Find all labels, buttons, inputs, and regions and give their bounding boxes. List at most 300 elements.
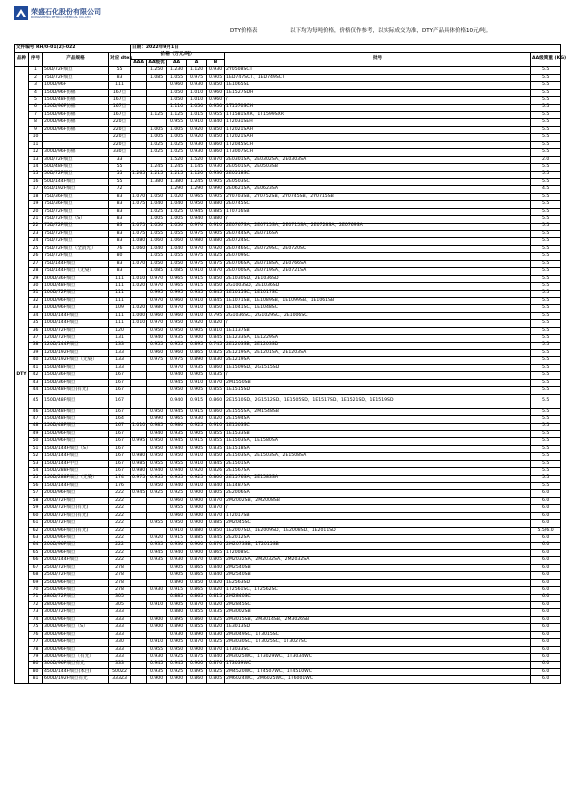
price-b: 0.840 xyxy=(207,119,225,126)
row-number: 58 xyxy=(29,497,43,504)
price-aa: 1.055 xyxy=(167,253,187,260)
spec-dtex: 167 xyxy=(109,430,131,437)
price-a: 0.910 xyxy=(187,268,207,275)
table-row xyxy=(15,216,561,223)
price-a: 0.905 xyxy=(187,430,207,437)
price-aa: 0.950 xyxy=(167,646,187,653)
tube-weight: 5.5 xyxy=(531,312,561,319)
price-aa: 0.960 xyxy=(167,497,187,504)
price-aaa xyxy=(131,602,147,609)
price-aaa xyxy=(131,557,147,564)
spec-dtex: 133 xyxy=(109,350,131,357)
batch-codes: 2M2540SB xyxy=(225,564,531,571)
product-name: 150D/144F中旦 xyxy=(43,460,109,467)
table-row xyxy=(15,445,561,452)
price-aaa xyxy=(131,134,147,141)
row-number: 76 xyxy=(29,631,43,638)
product-name: 200D/72F细旦 xyxy=(43,520,109,527)
price-aa: 1.040 xyxy=(167,201,187,208)
price-b: 0.850 xyxy=(207,305,225,312)
price-a: 0.910 xyxy=(187,460,207,467)
price-aaa-ok: 0.955 xyxy=(147,342,167,349)
price-b: 0.795 xyxy=(207,312,225,319)
table-row xyxy=(15,290,561,297)
tube-weight: 4.5 xyxy=(531,186,561,193)
row-number: 55 xyxy=(29,475,43,482)
price-b: 0.860 xyxy=(207,364,225,371)
price-aa: 0.905 xyxy=(167,564,187,571)
product-name: 50D/72F细旦 xyxy=(43,171,109,178)
table-row xyxy=(15,149,561,156)
price-b: 0.860 xyxy=(207,408,225,415)
batch-codes: 2M3030SC、1T3025SC、1T3027SC xyxy=(225,639,531,646)
price-a: 0.855 xyxy=(187,609,207,616)
price-aaa-ok: 1.040 xyxy=(147,201,167,208)
tube-weight: 6.0 xyxy=(531,587,561,594)
tube-weight: 5.5 xyxy=(531,67,561,74)
price-a: 0.865 xyxy=(187,564,207,571)
price-aaa xyxy=(131,542,147,549)
spec-dtex: 167旦 xyxy=(109,112,131,119)
tube-weight: 6.0 xyxy=(531,520,561,527)
price-b: 0.855 xyxy=(207,438,225,445)
price-b: 0.855 xyxy=(207,430,225,437)
spec-dtex: 167旦 xyxy=(109,97,131,104)
price-a: 0.900 xyxy=(187,661,207,668)
table-row xyxy=(15,364,561,371)
price-aaa-ok: 0.970 xyxy=(147,275,167,282)
batch-codes: 1T0716SB xyxy=(225,208,531,215)
price-a: 0.910 xyxy=(187,297,207,304)
spec-dtex: 222 xyxy=(109,549,131,556)
batch-codes: 2E1555SA、2M1548SB xyxy=(225,408,531,415)
product-name: 300D/96F细旦 xyxy=(43,639,109,646)
price-a: 0.920 xyxy=(187,134,207,141)
price-b: 0.850 xyxy=(207,283,225,290)
batch-codes: 2E1030SD、2E1036SD xyxy=(225,275,531,282)
price-aa: 0.925 xyxy=(167,654,187,661)
meta-row xyxy=(15,45,561,53)
tube-weight: 6.0 xyxy=(531,542,561,549)
price-aaa xyxy=(131,676,147,683)
product-name: 150D/96F细旦 xyxy=(43,430,109,437)
batch-codes: 1ED747SCT、1ED749SCT xyxy=(225,74,531,81)
table-row xyxy=(15,520,561,527)
price-aa: 0.940 xyxy=(167,549,187,556)
spec-dtex: 167 xyxy=(109,445,131,452)
price-b: 0.825 xyxy=(207,668,225,675)
price-b: 0.860 xyxy=(207,149,225,156)
row-number: 3 xyxy=(29,82,43,89)
price-aaa-ok xyxy=(147,364,167,371)
row-number: 74 xyxy=(29,616,43,623)
price-a: 0.925 xyxy=(187,475,207,482)
product-name: 250D/72F细旦 xyxy=(43,564,109,571)
price-aaa xyxy=(131,639,147,646)
product-name: 75D/36F细旦 xyxy=(43,201,109,208)
row-number: 78 xyxy=(29,646,43,653)
spec-dtex: 333Z3 xyxy=(109,676,131,683)
tube-weight: 5.5 xyxy=(531,423,561,430)
product-name: 100D/144F细旦 xyxy=(43,312,109,319)
spec-dtex: 133 xyxy=(109,357,131,364)
table-row xyxy=(15,587,561,594)
price-aaa-ok: 0.935 xyxy=(147,542,167,549)
price-b: 0.835 xyxy=(207,445,225,452)
tube-weight: 5.5 xyxy=(531,104,561,111)
row-number: 81 xyxy=(29,676,43,683)
price-a: 1.010 xyxy=(187,89,207,96)
row-number: 10 xyxy=(29,134,43,141)
price-aaa-ok xyxy=(147,564,167,571)
price-aaa xyxy=(131,394,147,408)
price-aaa-ok: 0.900 xyxy=(147,624,167,631)
row-number: 57 xyxy=(29,490,43,497)
price-a: 0.915 xyxy=(187,394,207,408)
company-name: 荣盛石化股份有限公司 xyxy=(31,8,101,16)
price-aaa-ok: 0.960 xyxy=(147,312,167,319)
price-a: 0.915 xyxy=(187,275,207,282)
tube-weight: 5.5/6.0 xyxy=(531,527,561,534)
row-number: 16 xyxy=(29,178,43,185)
row-number: 40 xyxy=(29,357,43,364)
batch-codes: 1T3033SC xyxy=(225,646,531,653)
product-name: 100D/96F细旦 xyxy=(43,297,109,304)
price-a: 1.010 xyxy=(187,97,207,104)
price-a: 0.905 xyxy=(187,372,207,379)
price-aa: 0.890 xyxy=(167,624,187,631)
col-price-group: 价格（万元/吨） xyxy=(131,52,225,59)
price-aaa-ok: 0.950 xyxy=(147,438,167,445)
price-aaa: 0.975 xyxy=(131,475,147,482)
price-a: 0.865 xyxy=(187,594,207,601)
price-b: 0.840 xyxy=(207,654,225,661)
product-name: 150D/144F细旦 xyxy=(43,453,109,460)
price-b: 0.880 xyxy=(207,216,225,223)
row-number: 64 xyxy=(29,542,43,549)
price-b: 0.825 xyxy=(207,253,225,260)
product-name: 75D/72F细旦 xyxy=(43,238,109,245)
col-no: 序号 xyxy=(29,52,43,67)
price-aaa: 0.985 xyxy=(131,460,147,467)
price-a: 1.120 xyxy=(187,67,207,74)
price-aa: 0.910 xyxy=(167,527,187,534)
tube-weight: 5.5 xyxy=(531,372,561,379)
batch-codes: 2E1219SA、2E1201SA、2E1203SA xyxy=(225,350,531,357)
price-aaa-ok xyxy=(147,394,167,408)
price-aa: 1.025 xyxy=(167,208,187,215)
tube-weight: 5.5 xyxy=(531,290,561,297)
row-number: 25 xyxy=(29,245,43,252)
product-name: 120D/72F细旦 xyxy=(43,335,109,342)
batch-codes: 1E1503SA、1E1580SA xyxy=(225,438,531,445)
spec-dtex: 167 xyxy=(109,468,131,475)
table-row xyxy=(15,327,561,334)
price-aa: 0.955 xyxy=(167,475,187,482)
product-name: 75D/72F细旦 xyxy=(43,231,109,238)
price-a: 0.865 xyxy=(187,572,207,579)
batch-codes: 1E1015SC、1E1017SC xyxy=(225,290,531,297)
row-number: 63 xyxy=(29,535,43,542)
row-number: 42 xyxy=(29,372,43,379)
price-aa: 0.960 xyxy=(167,350,187,357)
col-spec: 对应 dtex xyxy=(109,52,131,67)
price-aa: 1.050 xyxy=(167,260,187,267)
price-b: 0.805 xyxy=(207,676,225,683)
product-name: 150D/48F细旦(有光) xyxy=(43,387,109,394)
spec-dtex: 55 xyxy=(109,67,131,74)
price-aa: 0.955 xyxy=(167,342,187,349)
table-row xyxy=(15,438,561,445)
price-a: 0.950 xyxy=(187,201,207,208)
spec-dtex: 500Z2 xyxy=(109,668,131,675)
price-aaa xyxy=(131,297,147,304)
table-row xyxy=(15,639,561,646)
row-number: 13 xyxy=(29,156,43,163)
tube-weight: 6.0 xyxy=(531,646,561,653)
product-name: 150D/288F细旦（无染） xyxy=(43,475,109,482)
price-aaa xyxy=(131,186,147,193)
price-a: 0.900 xyxy=(187,497,207,504)
batch-codes: 2E1510SD、2G1512SD、1E1505SD、1E1517SD、1E1521SD、1E1519SD xyxy=(225,394,531,408)
table-row xyxy=(15,564,561,571)
col-name: 产品规格 xyxy=(43,52,109,67)
price-a: 0.925 xyxy=(187,423,207,430)
batch-codes: 1T3007SCH xyxy=(225,149,531,156)
price-aaa xyxy=(131,624,147,631)
batch-codes: 1E1515SD xyxy=(225,387,531,394)
price-a: 0.920 xyxy=(187,468,207,475)
spec-dtex: 167 xyxy=(109,387,131,394)
price-aa: 0.965 xyxy=(167,416,187,423)
price-b: 0.805 xyxy=(207,557,225,564)
batch-codes: 1T2031SEH xyxy=(225,119,531,126)
price-aaa-ok: 1.005 xyxy=(147,216,167,223)
spec-dtex: 333 xyxy=(109,646,131,653)
price-aaa: 1.070 xyxy=(131,260,147,267)
table-row xyxy=(15,186,561,193)
price-aa: 0.965 xyxy=(167,275,187,282)
price-aa: 0.930 xyxy=(167,631,187,638)
price-a: 0.935 xyxy=(187,364,207,371)
price-a: 1.120 xyxy=(187,171,207,178)
price-a: 0.865 xyxy=(187,587,207,594)
tube-weight: 6.0 xyxy=(531,594,561,601)
batch-codes: 2M2045SC xyxy=(225,520,531,527)
table-row xyxy=(15,89,561,96)
tube-weight: 6.0 xyxy=(531,579,561,586)
price-aa: 0.950 xyxy=(167,453,187,460)
tube-weight: 5.5 xyxy=(531,453,561,460)
tube-weight: 6.0 xyxy=(531,512,561,519)
price-a: 0.880 xyxy=(187,527,207,534)
tube-weight: 5.5 xyxy=(531,387,561,394)
spec-dtex: 333 xyxy=(109,609,131,616)
tube-weight: 6.0 xyxy=(531,639,561,646)
price-aaa-ok xyxy=(147,527,167,534)
price-b: 0.820 xyxy=(207,624,225,631)
price-aa: 1.215 xyxy=(167,171,187,178)
row-number: 17 xyxy=(29,186,43,193)
price-aaa-ok: 0.970 xyxy=(147,297,167,304)
price-aaa xyxy=(131,379,147,386)
batch-codes: 2E1594SA xyxy=(225,416,531,423)
price-a: 0.930 xyxy=(187,82,207,89)
batch-codes: 2E1203SB、2E1203SD xyxy=(225,342,531,349)
price-a: 0.885 xyxy=(187,535,207,542)
tube-weight: 5.5 xyxy=(531,238,561,245)
price-a: 0.905 xyxy=(187,387,207,394)
batch-codes: 1E1233SA、1E1229SA xyxy=(225,335,531,342)
row-number: 36 xyxy=(29,327,43,334)
price-aaa xyxy=(131,74,147,81)
price-aa: 1.025 xyxy=(167,141,187,148)
row-number: 52 xyxy=(29,453,43,460)
price-table-container xyxy=(14,44,567,684)
tube-weight: 5.5 xyxy=(531,178,561,185)
batch-codes: 1E1041SC、1E1048SC xyxy=(225,305,531,312)
table-row xyxy=(15,253,561,260)
price-b: 0.800 xyxy=(207,475,225,482)
batch-codes: 2E0621SA、2E0623SA xyxy=(225,186,531,193)
table-row xyxy=(15,505,561,512)
row-number: 5 xyxy=(29,97,43,104)
price-a: 0.910 xyxy=(187,312,207,319)
spec-dtex: 133 xyxy=(109,364,131,371)
tube-weight: 6.0 xyxy=(531,549,561,556)
tube-weight: 5.5 xyxy=(531,283,561,290)
table-row xyxy=(15,74,561,81)
price-a: 0.900 xyxy=(187,505,207,512)
batch-codes: 2M6024WC、2M6025WC、1T6001WC xyxy=(225,676,531,683)
spec-dtex: 83 xyxy=(109,193,131,200)
price-a: 0.900 xyxy=(187,335,207,342)
price-aaa xyxy=(131,661,147,668)
price-b: 0.860 xyxy=(207,141,225,148)
row-number: 66 xyxy=(29,557,43,564)
price-a: 0.930 xyxy=(187,149,207,156)
price-aaa: 1.010 xyxy=(131,275,147,282)
price-b: 0.860 xyxy=(207,394,225,408)
table-row xyxy=(15,372,561,379)
product-name: 75D/72F细旦（全消光） xyxy=(43,245,109,252)
price-aaa: 1.075 xyxy=(131,201,147,208)
spec-dtex: 131 xyxy=(109,335,131,342)
row-number: 20 xyxy=(29,208,43,215)
price-aaa-ok: 1.005 xyxy=(147,126,167,133)
spec-dtex: 111 xyxy=(109,283,131,290)
price-aa: 0.895 xyxy=(167,616,187,623)
product-name: 150D/48F细旦 xyxy=(43,364,109,371)
table-row xyxy=(15,97,561,104)
tube-weight: 5.5 xyxy=(531,141,561,148)
price-aaa-ok: 1.025 xyxy=(147,208,167,215)
price-b: 0.870 xyxy=(207,379,225,386)
table-row xyxy=(15,460,561,467)
price-b: 0.920 xyxy=(207,245,225,252)
product-name: 100D/96F细旦 xyxy=(43,305,109,312)
price-aaa xyxy=(131,512,147,519)
price-b: 0.930 xyxy=(207,164,225,171)
batch-codes: 2Y0703SB、2Y0752SB、2Y0745SB、2Y0715SB xyxy=(225,193,531,200)
spec-dtex: 333 xyxy=(109,661,131,668)
table-row xyxy=(15,579,561,586)
product-name: 75D/36F细旦 xyxy=(43,193,109,200)
price-aaa-ok: 1.050 xyxy=(147,260,167,267)
product-name: 75D/72F细旦 xyxy=(43,74,109,81)
price-aa: 0.955 xyxy=(167,460,187,467)
price-aaa xyxy=(131,654,147,661)
price-aaa-ok: 0.900 xyxy=(147,676,167,683)
product-name: 150D/288F细旦 xyxy=(43,468,109,475)
price-a: 0.970 xyxy=(187,245,207,252)
product-name: 300D/96F细旦 xyxy=(43,616,109,623)
price-b: 0.820 xyxy=(207,602,225,609)
price-a: 0.900 xyxy=(187,490,207,497)
col-aaa-ok: AA级优 xyxy=(147,59,167,66)
price-b: 0.835 xyxy=(207,609,225,616)
row-number: 71 xyxy=(29,594,43,601)
spec-dtex: 330 xyxy=(109,639,131,646)
col-tube: AA级筒重 (KG) xyxy=(531,52,561,67)
batch-codes: 2E1501SA xyxy=(225,460,531,467)
price-aa: 0.935 xyxy=(167,430,187,437)
price-a: 1.290 xyxy=(187,186,207,193)
price-b: 0.870 xyxy=(207,646,225,653)
spec-dtex: 220旦 xyxy=(109,141,131,148)
table-row xyxy=(15,646,561,653)
spec-dtex: 174 xyxy=(109,475,131,482)
row-number: 43 xyxy=(29,379,43,386)
tube-weight: 6.0 xyxy=(531,609,561,616)
product-name: 100D/144F细旦 xyxy=(43,320,109,327)
spec-dtex: 167 xyxy=(109,379,131,386)
spec-dtex: 222 xyxy=(109,505,131,512)
row-number: 23 xyxy=(29,231,43,238)
price-aa: 1.005 xyxy=(167,134,187,141)
price-b: 0.960 xyxy=(207,97,225,104)
spec-dtex: 278 xyxy=(109,572,131,579)
price-aaa xyxy=(131,327,147,334)
price-aaa xyxy=(131,82,147,89)
price-aa: 0.885 xyxy=(167,594,187,601)
spec-dtex: 167 xyxy=(109,408,131,415)
spec-dtex: 222 xyxy=(109,497,131,504)
price-b: 0.840 xyxy=(207,483,225,490)
price-aaa-ok: 0.990 xyxy=(147,416,167,423)
table-row xyxy=(15,676,561,683)
product-name: 200D/96F细旦 xyxy=(43,535,109,542)
price-aaa-ok: 0.930 xyxy=(147,654,167,661)
product-name: 150D/36F细旦 xyxy=(43,372,109,379)
price-aaa xyxy=(131,89,147,96)
row-number: 80 xyxy=(29,661,43,668)
tube-weight: 6.0 xyxy=(531,654,561,661)
tube-weight: 5.5 xyxy=(531,119,561,126)
row-number: 12 xyxy=(29,149,43,156)
row-number: 44 xyxy=(29,387,43,394)
doc-date: 日期：2022年9月1日 xyxy=(131,45,561,53)
price-aa: 0.950 xyxy=(167,520,187,527)
price-aaa xyxy=(131,572,147,579)
product-name: 300D/96F细旦（有光） xyxy=(43,654,109,661)
batch-codes: 1T1581SXR、1T1599SXR xyxy=(225,112,531,119)
batch-codes: 1E3013SD xyxy=(225,624,531,631)
product-name: 100D/96F xyxy=(43,82,109,89)
product-name: 200D/72F细旦(有光) xyxy=(43,505,109,512)
table-row xyxy=(15,208,561,215)
row-number: 69 xyxy=(29,579,43,586)
